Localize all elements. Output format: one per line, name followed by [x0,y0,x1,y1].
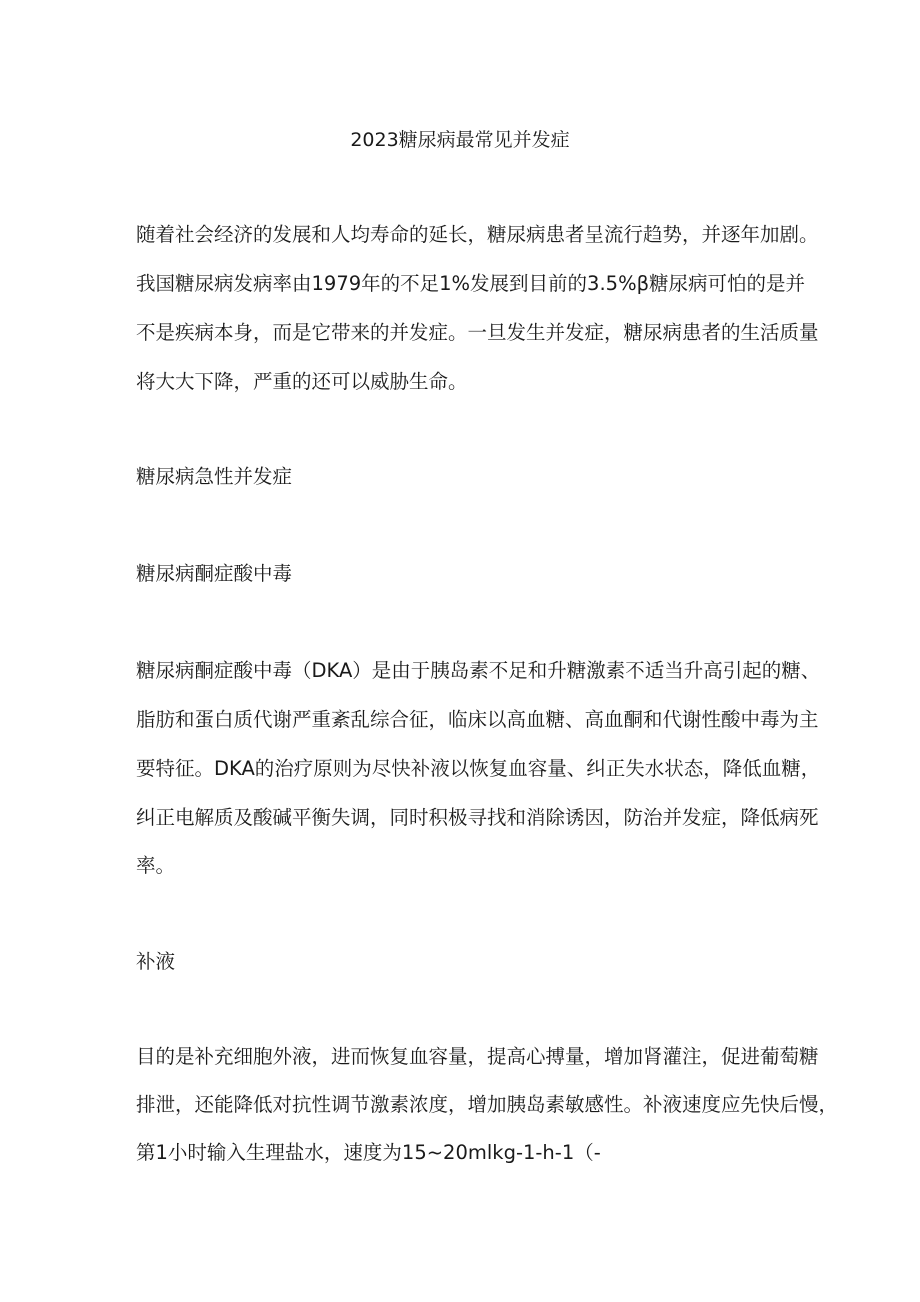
section-heading-dka: 糖尿病酮症酸中毒 [136,562,293,585]
section-heading-fluid: 补液 [136,950,176,973]
dka-line: 纠正电解质及酸碱平衡失调，同时积极寻找和消除诱因，防治并发症，降低病死 [136,806,819,829]
intro-line: 随着社会经济的发展和人均寿命的延长，糖尿病患者呈流行趋势，并逐年加剧。 [136,223,819,246]
dka-line: 率。 [136,854,176,877]
fluid-line: 排泄，还能降低对抗性调节激素浓度，增加胰岛素敏感性。补液速度应先快后慢， [136,1093,839,1116]
section-heading-acute: 糖尿病急性并发症 [136,465,293,488]
intro-line: 我国糖尿病发病率由1979年的不足1%发展到目前的3.5%β糖尿病可怕的是并 [136,272,806,295]
intro-line: 将大大下降，严重的还可以威胁生命。 [136,370,468,393]
intro-line: 不是疾病本身，而是它带来的并发症。一旦发生并发症，糖尿病患者的生活质量 [136,321,819,344]
dka-line: 糖尿病酮症酸中毒（DKA）是由于胰岛素不足和升糖激素不适当升高引起的糖、 [136,659,821,682]
fluid-line: 目的是补充细胞外液，进而恢复血容量，提高心搏量，增加肾灌注，促进葡萄糖 [136,1045,819,1068]
document-title: 2023糖尿病最常见并发症 [350,129,570,151]
fluid-line: 第1小时输入生理盐水，速度为15~20mlkg-1-h-1（- [136,1141,601,1164]
dka-line: 脂肪和蛋白质代谢严重紊乱综合征，临床以高血糖、高血酮和代谢性酸中毒为主 [136,708,819,731]
dka-line: 要特征。DKA的治疗原则为尽快补液以恢复血容量、纠正失水状态，降低血糖， [136,757,821,780]
